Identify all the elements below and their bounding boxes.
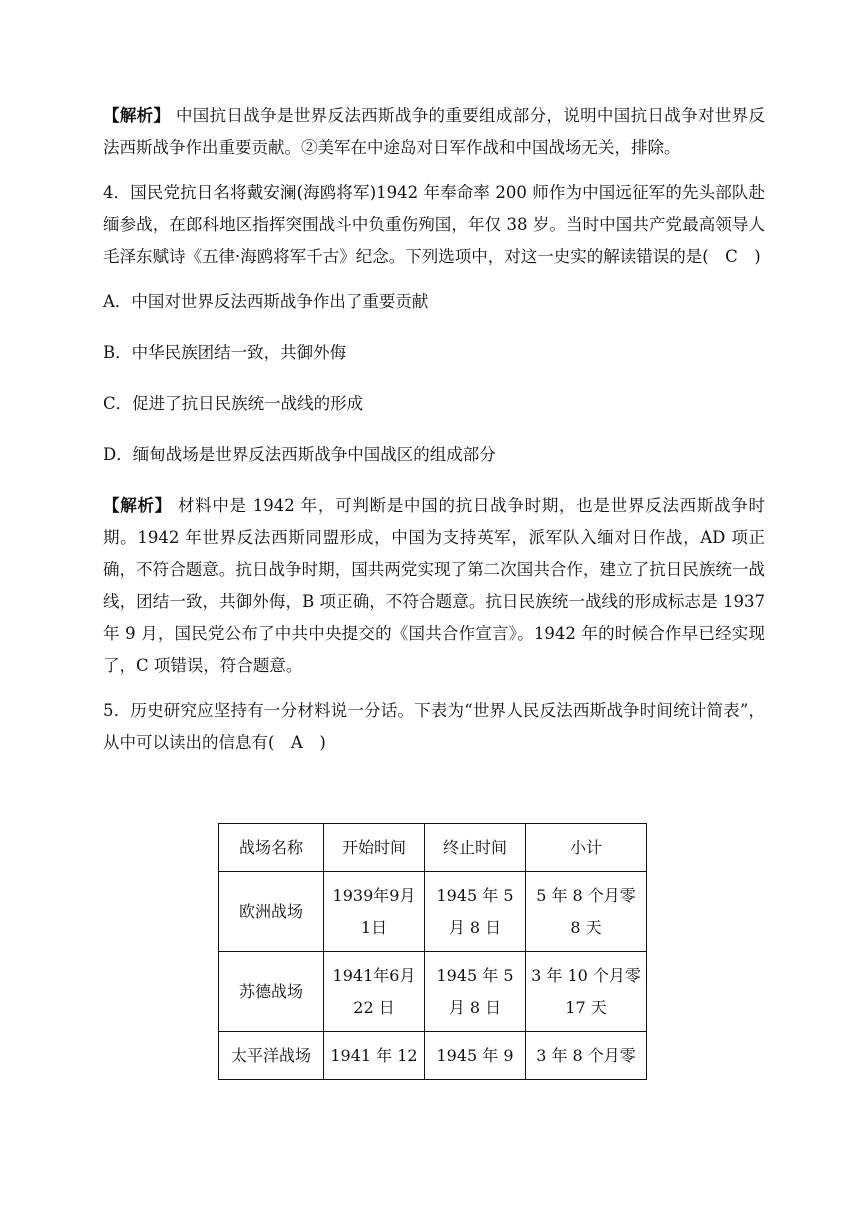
question-4-option-d: D．缅甸战场是世界反法西斯战争中国战区的组成部分 <box>103 445 496 464</box>
table-row <box>219 1032 647 1080</box>
table-cell: 1945 年 5 月 8 日 <box>425 952 526 1032</box>
analysis-text: 中国抗日战争是世界反法西斯战争的重要组成部分，说明中国抗日战争对世界反法西斯战争作出重要贡献。②美军在中途岛对日军作战和中国战场无关，排除。 <box>103 106 765 157</box>
question-4-option-b: B．中华民族团结一致，共御外侮 <box>103 343 347 362</box>
table-header-cell: 终止时间 <box>425 824 526 872</box>
analysis-paragraph-2 <box>103 490 765 682</box>
table-cell: 5 年 8 个月零 8 天 <box>526 872 647 952</box>
table-row <box>219 872 647 952</box>
table-row <box>219 952 647 1032</box>
question-4-stem: 4．国民党抗日名将戴安澜(海鸥将军)1942 年奉命率 200 师作为中国远征军的先头部队赴缅参战，在郎科地区指挥突围战斗中负重伤殉国，年仅 38 岁。当时中国共产党最高领导人毛泽东赋诗《五律·海鸥将军千古》纪念。下列选项中，对这一史实的解读错误的是( C ) <box>103 183 765 266</box>
question-4-option-a: A．中国对世界反法西斯战争作出了重要贡献 <box>103 292 429 311</box>
table-cell: 1941 年 12 <box>324 1032 425 1080</box>
question-4-option-c: C．促进了抗日民族统一战线的形成 <box>103 394 364 413</box>
table-cell: 1945 年 9 <box>425 1032 526 1080</box>
table-cell: 1939年9月1日 <box>324 872 425 952</box>
table-header-row <box>219 824 647 872</box>
table-cell: 欧洲战场 <box>219 872 324 952</box>
analysis-paragraph-1 <box>103 100 765 164</box>
table-header-cell: 战场名称 <box>219 824 324 872</box>
table-header-cell: 小计 <box>526 824 647 872</box>
document-body <box>103 100 765 772</box>
war-duration-table <box>218 823 647 1080</box>
table-cell: 3 年 8 个月零 <box>526 1032 647 1080</box>
analysis-label: 【解析】 <box>103 496 172 515</box>
table-cell: 1945 年 5 月 8 日 <box>425 872 526 952</box>
analysis-label: 【解析】 <box>103 106 171 125</box>
analysis-text: 材料中是 1942 年，可判断是中国的抗日战争时期，也是世界反法西斯战争时期。1942 年世界反法西斯同盟形成，中国为支持英军，派军队入缅对日作战，AD 项正确，不符合题意。抗日战争时期，国共两党实现了第二次国共合作，建立了抗日民族统一战线，团结一致，共御外侮，B 项正确，不符合题意。抗日民族统一战线的形成标志是 1937 年 9 月，国民党公布了中共中央提交的《国共合作宣言》。1942 年的时候合作早已经实现了，C 项错误，符合题意。 <box>103 496 766 675</box>
table-cell: 1941年6月22 日 <box>324 952 425 1032</box>
table-header-cell: 开始时间 <box>324 824 425 872</box>
table-cell: 太平洋战场 <box>219 1032 324 1080</box>
table-cell: 3 年 10 个月零 17 天 <box>526 952 647 1032</box>
question-5-stem: 5．历史研究应坚持有一分材料说一分话。下表为“世界人民反法西斯战争时间统计简表”，从中可以读出的信息有( A ) <box>103 701 765 752</box>
table-cell: 苏德战场 <box>219 952 324 1032</box>
